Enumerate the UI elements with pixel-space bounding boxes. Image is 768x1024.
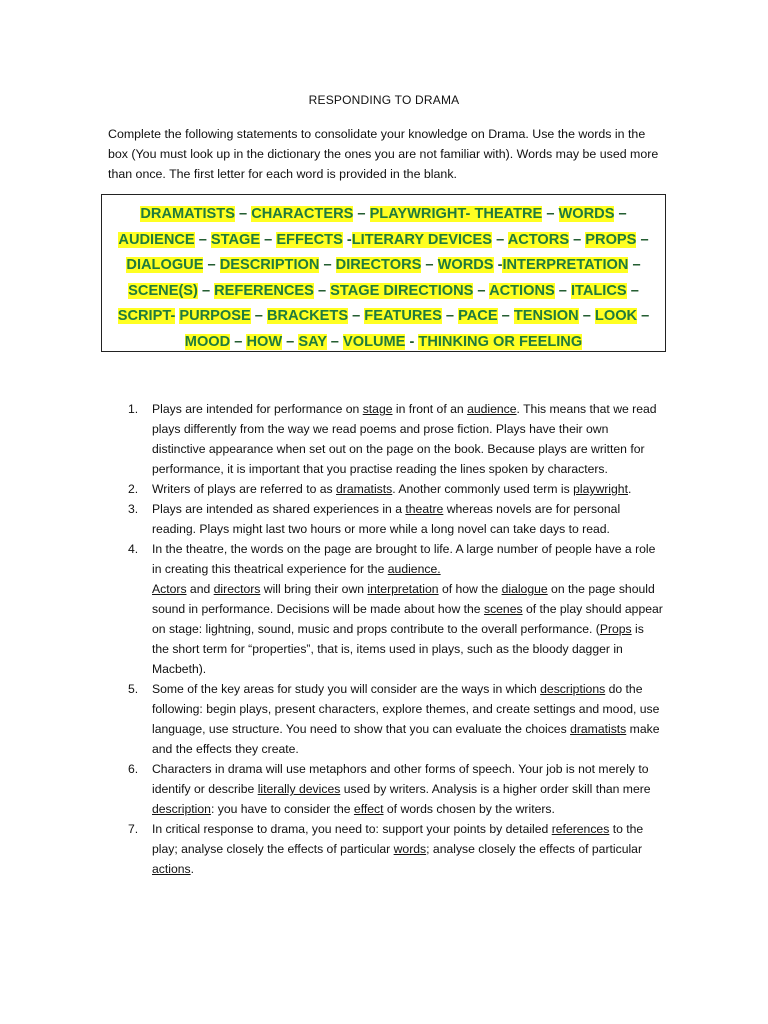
word-bank-term: STAGE DIRECTIONS [330, 282, 474, 299]
word-bank-term: CHARACTERS [251, 206, 354, 222]
word-bank-term: ACTIONS [489, 282, 555, 299]
word-bank-separator: – [473, 282, 490, 299]
word-bank-term: DESCRIPTION [219, 257, 320, 273]
question-text: in front of an [392, 402, 468, 416]
word-bank-term: ACTORS [507, 231, 570, 248]
question-text: Plays are intended as shared experiences in a [152, 502, 406, 516]
page-title: RESPONDING TO DRAMA [308, 93, 460, 107]
word-bank-separator: – [319, 257, 336, 273]
word-bank-separator: – [313, 282, 331, 299]
word-bank-separator: – [626, 282, 639, 299]
answer-word: Props [599, 622, 632, 636]
question-text: . [627, 482, 632, 496]
word-bank-separator: - [342, 231, 352, 248]
word-bank-separator: – [542, 206, 559, 222]
question-item [104, 759, 664, 819]
answer-word: literally devices [257, 782, 341, 796]
word-bank-term: FEATURES [364, 308, 442, 324]
answer-word: audience [467, 402, 517, 416]
question-text: ; analyse closely the effects of particular [426, 842, 643, 856]
word-bank-term: DIALOGUE [126, 257, 204, 273]
word-bank-term: AUDIENCE [118, 231, 195, 248]
question-text: In the theatre, the words on the page are brought to life. A large number of people have a role in creating this theatrical experience for the [152, 542, 656, 576]
question-text: used by writers. Analysis is a higher order skill than mere [340, 782, 651, 796]
word-bank-separator: – [326, 333, 343, 350]
word-bank-separator: – [578, 308, 595, 324]
question-text: make and the effects they create. [152, 722, 660, 756]
answer-word: dramatists [336, 482, 393, 496]
word-bank-separator: – [441, 308, 459, 324]
question-text: to the play; analyse closely the effects of particular [152, 822, 644, 856]
word-bank-separator: – [636, 231, 649, 248]
word-bank-separator: – [260, 231, 277, 248]
word-bank-separator: – [492, 231, 508, 248]
question-text: . This means that we read plays differently from the way we read poems and prose fiction. Plays have their own distinctive appearance when set out on the page on the book. Because plays are written for performance, it is important that you practise reading the lines spoken by characters. [152, 402, 657, 476]
word-bank-line [106, 304, 661, 330]
word-bank-line [106, 228, 661, 254]
question-text: Writers of plays are referred to as [152, 482, 337, 496]
question-text: In critical response to drama, you need to: support your points by detailed [152, 822, 552, 836]
question-text: do the following: begin plays, present characters, explore themes, and create settings and mood, use language, use structure. You need to show that you can evaluate the choices [152, 682, 660, 736]
answer-word: words [393, 842, 427, 856]
word-bank-term: PLAYWRIGHT- THEATRE [369, 206, 543, 222]
word-bank-term: DRAMATISTS [140, 206, 235, 222]
question-text: on the page should sound in performance. Decisions will be made about how the [152, 582, 655, 616]
question-number: 4. [128, 542, 139, 556]
word-bank-box [101, 194, 666, 352]
word-bank-term: TENSION [513, 308, 579, 324]
word-bank-term: REFERENCES [214, 282, 314, 299]
question-number: 3. [128, 502, 139, 516]
question-text: Some of the key areas for study you will consider are the ways in which [152, 682, 541, 696]
word-bank-term: WORDS [558, 206, 615, 222]
word-bank-term: PURPOSE [179, 308, 251, 324]
answer-word: scenes [483, 602, 523, 616]
answer-word: actions [152, 862, 191, 876]
answer-word: audience. [387, 562, 441, 576]
answer-word: description [152, 802, 211, 816]
answer-word: theatre [405, 502, 444, 516]
question-text: will bring their own [260, 582, 368, 596]
answer-word: Actors [152, 582, 187, 596]
question-item [104, 819, 664, 879]
word-bank-term: LOOK [594, 308, 638, 324]
word-bank-separator: – [203, 257, 220, 273]
question-item [104, 679, 664, 759]
word-bank-separator: – [637, 308, 650, 324]
word-bank-separator: - [493, 257, 503, 273]
word-bank-term: PACE [458, 308, 498, 324]
answer-word: stage [362, 402, 393, 416]
word-bank-term: ITALICS [570, 282, 627, 299]
word-bank-separator: – [194, 231, 211, 248]
word-bank-separator: – [421, 257, 438, 273]
question-number: 6. [128, 762, 139, 776]
answer-word: effect [353, 802, 384, 816]
question-number: 1. [128, 402, 139, 416]
answer-word: directors [213, 582, 261, 596]
question-number: 7. [128, 822, 139, 836]
answer-word: interpretation [367, 582, 439, 596]
question-item [104, 499, 664, 539]
word-bank-line [106, 330, 661, 356]
question-text: . [190, 862, 195, 876]
question-text: whereas novels are for personal reading. Plays might last two hours or more while a long novel can take days to read. [152, 502, 621, 536]
word-bank-separator: – [614, 206, 627, 222]
word-bank-term: BRACKETS [266, 308, 349, 324]
question-text: is the short term for “properties”, that is, items used in plays, such as the bloody dagger in Macbeth). [152, 622, 644, 676]
question-list [104, 399, 664, 879]
answer-word: playwright [573, 482, 628, 496]
word-bank-separator: – [569, 231, 586, 248]
word-bank-term: EFFECTS [276, 231, 343, 248]
answer-word: references [551, 822, 610, 836]
word-bank-separator: – [628, 257, 641, 273]
word-bank-term: STAGE [210, 231, 261, 248]
question-text: Characters in drama will use metaphors and other forms of speech. Your job is not merely to identify or describe [152, 762, 649, 796]
question-text: and [186, 582, 214, 596]
question-number: 2. [128, 482, 139, 496]
answer-word: descriptions [540, 682, 606, 696]
word-bank-term: VOLUME [342, 333, 406, 350]
word-bank-line [106, 253, 661, 279]
word-bank-separator: – [353, 206, 370, 222]
question-text: Plays are intended for performance on [152, 402, 363, 416]
word-bank-separator: – [197, 282, 215, 299]
word-bank-separator: – [234, 206, 252, 222]
question-item [104, 399, 664, 479]
question-text: . Another commonly used term is [392, 482, 574, 496]
word-bank-term: THINKING OR FEELING [418, 333, 583, 350]
question-item [104, 539, 664, 679]
answer-word: dramatists [570, 722, 627, 736]
question-text: : you have to consider the [210, 802, 354, 816]
word-bank-separator: – [230, 333, 247, 350]
question-text: of the play should appear on stage: lightning, sound, music and props contribute to the overall performance. ( [152, 602, 663, 636]
word-bank-separator: - [405, 333, 419, 350]
word-bank-term: DIRECTORS [335, 257, 422, 273]
word-bank-separator: – [250, 308, 267, 324]
word-bank-term: WORDS [437, 257, 494, 273]
question-item [104, 479, 664, 499]
word-bank-separator: – [348, 308, 365, 324]
word-bank-term: SAY [298, 333, 327, 350]
word-bank-term: LITERARY DEVICES [351, 231, 493, 248]
question-text: of words chosen by the writers. [383, 802, 555, 816]
word-bank-separator: – [497, 308, 514, 324]
word-bank-separator: – [282, 333, 299, 350]
answer-word: dialogue [501, 582, 548, 596]
word-bank-term: SCENE(S) [128, 282, 198, 299]
word-bank-line [106, 279, 661, 305]
question-number: 5. [128, 682, 139, 696]
word-bank-term: SCRIPT- [117, 308, 176, 324]
word-bank-term: HOW [246, 333, 283, 350]
word-bank-term: INTERPRETATION [502, 257, 629, 273]
question-text: of how the [438, 582, 502, 596]
word-bank-term: PROPS [585, 231, 637, 248]
word-bank-separator: – [554, 282, 571, 299]
word-bank-term: MOOD [184, 333, 231, 350]
word-bank-line [106, 202, 661, 228]
instructions-paragraph: Complete the following statements to consolidate your knowledge on Drama. Use the words in the box (You must look up in the dictionary the ones you are not familiar with). Words may be used more than once. The first letter for each word is provided in the blank. [108, 127, 659, 181]
